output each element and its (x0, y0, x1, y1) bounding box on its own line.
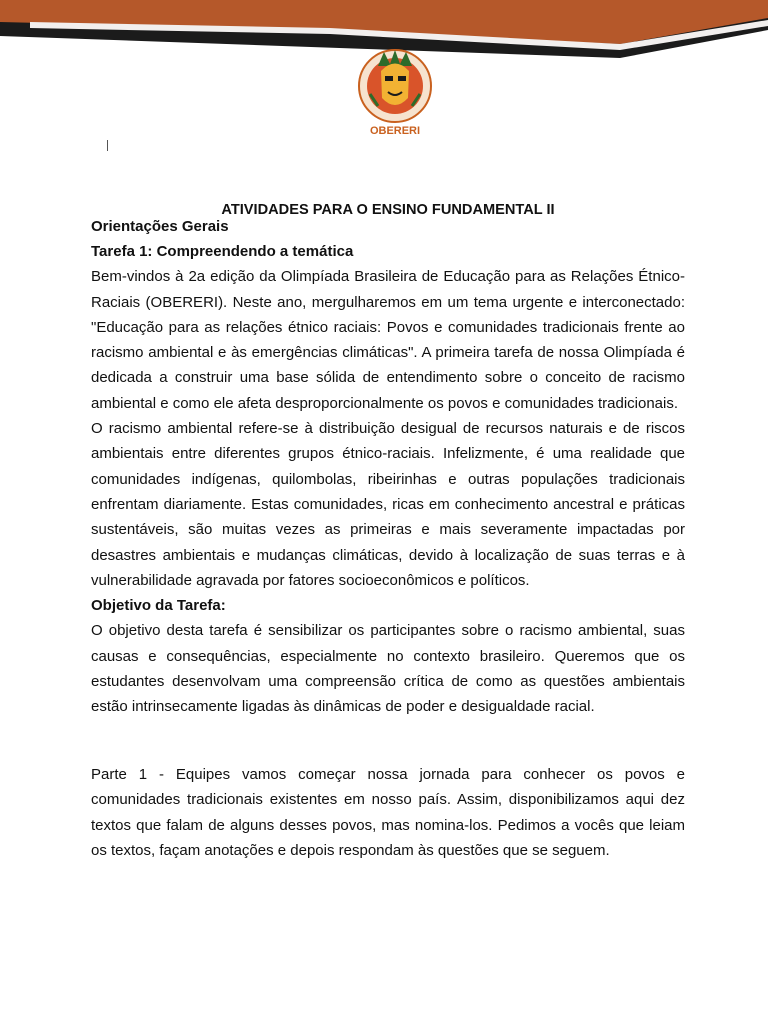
parte-section (91, 762, 685, 863)
logo-wordmark: OBERERI (369, 125, 421, 137)
objetivo-heading: Objetivo da Tarefa: (91, 597, 226, 615)
tarefa-heading: Tarefa 1: Compreendendo a temática (91, 243, 354, 260)
document-title: ATIVIDADES PARA O ENSINO FUNDAMENTAL II (221, 202, 555, 218)
parte-paragraph: Parte 1 - Equipes vamos começar nossa jornada para conhecer os povos e comunidades tradicionais existentes em nosso país. Assim, disponibilizamos aqui dez textos que falam de alguns desses povos, mas nomina-los. Pedimos a vocês que leiam os textos, façam anotações e depois respondam às questões que se seguem. (91, 766, 685, 859)
racismo-paragraph: O racismo ambiental refere-se à distribuição desigual de recursos naturais e de riscos ambientais entre diferentes grupos étnico-raciais. Infelizmente, é uma realidade que comunidades indígenas, quilombolas, ribeirinhas e outras populações tradicionais enfrentam diariamente. Estas comunidades, ricas em conhecimento ancestral e práticas sustentáveis, são muitas vezes as primeiras e mais severamente impactadas por desastres ambientais e mudanças climáticas, devido à localização de suas terras e à vulnerabilidade agravada por fatores socioeconômicos e políticos. (91, 420, 685, 589)
orientacoes-section (91, 214, 685, 239)
tarefa-section (91, 239, 685, 720)
obereri-logo (348, 46, 442, 140)
orientacoes-heading: Orientações Gerais (91, 218, 229, 235)
text-cursor (107, 140, 108, 151)
intro-paragraph: Bem-vindos à 2a edição da Olimpíada Brasileira de Educação para as Relações Étnico-Raciais (OBERERI). Neste ano, mergulharemos em um tema urgente e interconectado: "Educação para as relações étnico raciais: Povos e comunidades tradicionais frente ao racismo ambiental e às emergências climáticas". A primeira tarefa de nossa Olimpíada é dedicada a construir uma base sólida de entendimento sobre o conceito de racismo ambiental e como ele afeta desproporcionalmente os povos e comunidades tradicionais. (91, 268, 685, 412)
objetivo-paragraph: O objetivo desta tarefa é sensibilizar os participantes sobre o racismo ambiental, suas causas e consequências, especialmente no contexto brasileiro. Queremos que os estudantes desenvolvam uma compreensão crítica de como as questões ambientais estão intrinsecamente ligadas às dinâmicas de poder e desigualdade racial. (91, 622, 685, 716)
